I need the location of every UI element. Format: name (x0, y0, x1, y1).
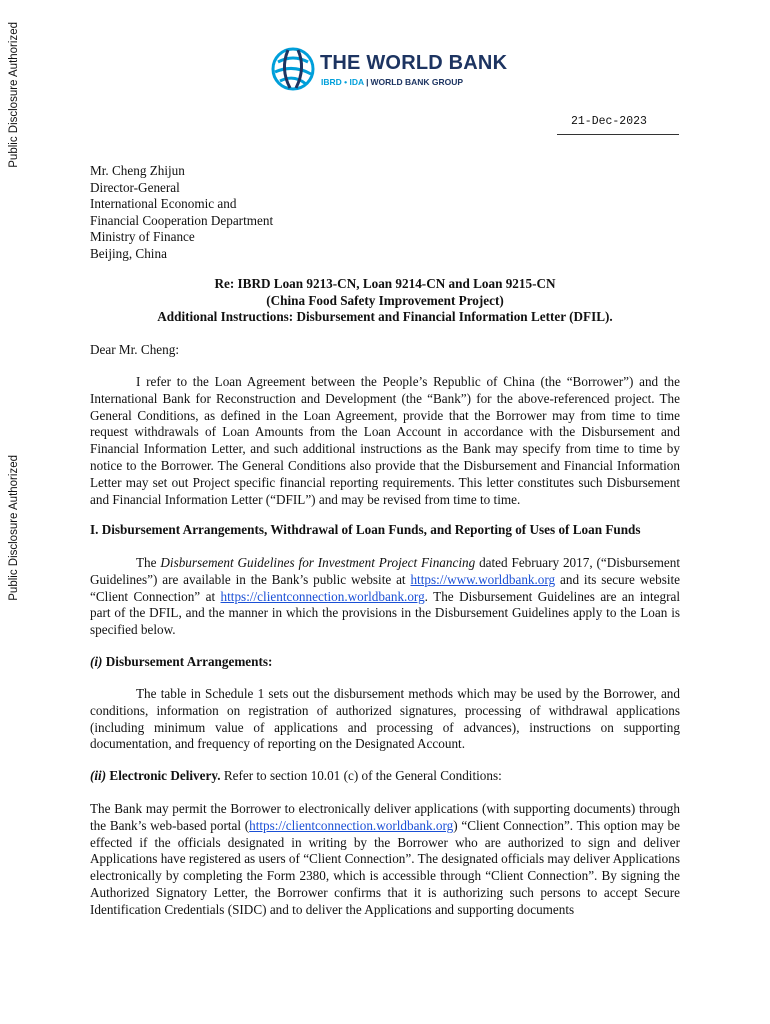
client-connection-link[interactable]: https://clientconnection.worldbank.org (249, 817, 454, 833)
sub-i-title: Disbursement Arrangements: (105, 654, 273, 669)
logo-group: WORLD BANK GROUP (370, 77, 464, 87)
text-part: . The Disbursement Guidelines are an integral part of the DFIL, and the manner in which the provisions in the Disbursement Guidelines apply to the Loan is specified below. (90, 588, 680, 638)
text-part: and its secure website “Client Connection” at (90, 571, 681, 604)
logo-separator: | (366, 77, 369, 87)
text-part: dated February 2017, (“Disbursement Guidelines”) are available in the Bank’s public website at (90, 555, 681, 587)
date-rule (557, 134, 679, 135)
globe-icon (270, 46, 316, 92)
guidelines-title: Disbursement Guidelines for Investment Project Financing (160, 555, 476, 570)
address-line: Financial Cooperation Department (90, 212, 274, 228)
address-line: International Economic and (90, 196, 237, 211)
sub-ii-paragraph (90, 801, 680, 919)
subject-block (90, 276, 680, 326)
date-text: 21-Dec-2023 (571, 115, 647, 128)
sub-ii-heading (90, 768, 680, 785)
intro-paragraph: I refer to the Loan Agreement between the People’s Republic of China (the “Borrower”) and the International Bank for Reconstruction and Development (the “Bank”) for the above-referenced project. The General Conditions, as defined in the Loan Agreement, provide that the Borrower may from time to time request withdrawals of Loan Amounts from the Loan Account in accordance with the Disbursement and Financial Information Letter, and such additional instructions as the Bank may specify from time to time by notice to the Borrower. The General Conditions also provide that the Disbursement and Financial Information Letter may set out Project specific financial reporting requirements. This letter constitutes such Disbursement and Financial Information Letter (“DFIL”) and may be revised from time to time. (90, 374, 680, 507)
address-line: Ministry of Finance (90, 229, 195, 244)
logo-subtitle (321, 77, 463, 87)
disclosure-stamp-middle: Public Disclosure Authorized (8, 455, 20, 601)
address-line: Director-General (90, 179, 180, 195)
sub-ii-number: (ii) (90, 768, 107, 783)
letter-date (557, 115, 677, 135)
subject-line-3: Additional Instructions: Disbursement and Financial Information Letter (DFIL). (157, 309, 613, 324)
client-connection-link[interactable]: https://clientconnection.worldbank.org (220, 588, 425, 604)
sub-ii-rest: Refer to section 10.01 (c) of the General Conditions: (223, 768, 502, 783)
text-part: ) “Client Connection”. This option may be effected if the officials designated in writing by the Borrower who are authorized to sign and deliver Applications have registered as users of “Client Connection”. The designated officials may deliver Applications electronically by completing the Form 2380, which is accessible through “Client Connection”. By signing the Authorized Signatory Letter, the Borrower confirms that it is authorizing such persons to accept Secure Identification Credentials (SIDC) and to deliver the Applications and supporting documents (90, 817, 680, 917)
disclosure-stamp-top: Public Disclosure Authorized (8, 22, 20, 168)
text-part: The Bank may permit the Borrower to electronically deliver applications (with supporting documents) through the Bank’s web-based portal ( (90, 801, 680, 833)
sub-i-heading (90, 654, 680, 671)
sub-i-paragraph: The table in Schedule 1 sets out the disbursement methods which may be used by the Borrower, and conditions, information on registration of authorized signatures, processing of withdrawal applications (including minimum value of applications and processing of advances), instructions on supporting documentation, and frequency of reporting on the Designated Account. (90, 686, 680, 752)
logo-ibrd-ida: IBRD • IDA (321, 77, 365, 87)
address-line: Beijing, China (90, 245, 167, 261)
subject-line-1: Re: IBRD Loan 9213-CN, Loan 9214-CN and Loan 9215-CN (214, 276, 556, 291)
text-the: The (136, 555, 157, 570)
section-1-heading: I. Disbursement Arrangements, Withdrawal of Loan Funds, and Reporting of Uses of Loan Funds (90, 522, 641, 537)
worldbank-link[interactable]: https://www.worldbank.org (410, 571, 556, 587)
salutation: Dear Mr. Cheng: (90, 342, 179, 357)
section-1-paragraph (90, 555, 680, 639)
sub-ii-title: Electronic Delivery. (109, 768, 221, 783)
recipient-address (90, 163, 273, 262)
address-line: Mr. Cheng Zhijun (90, 163, 185, 178)
logo-name: THE WORLD BANK (320, 52, 508, 74)
subject-line-2: (China Food Safety Improvement Project) (266, 292, 504, 308)
sub-i-number: (i) (90, 654, 103, 669)
